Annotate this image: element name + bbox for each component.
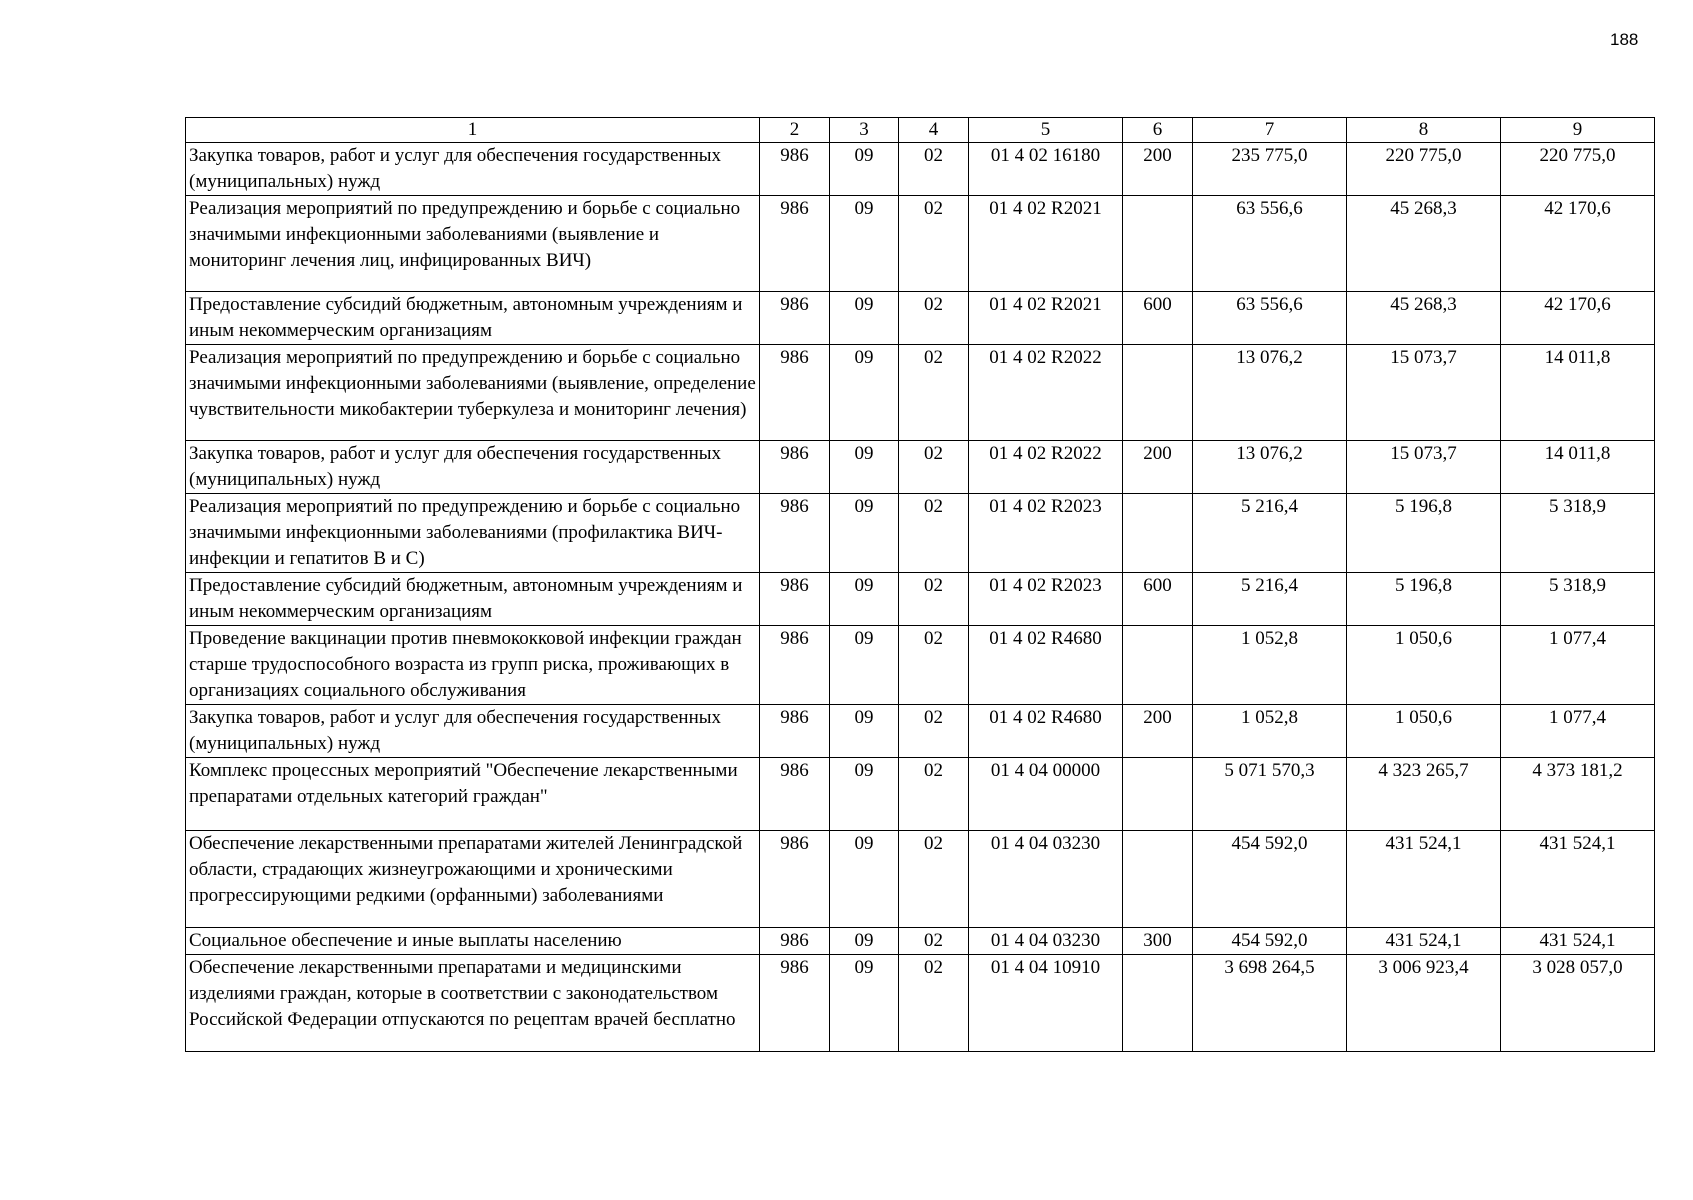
ministry-code: 986 <box>760 626 830 705</box>
section-code: 09 <box>830 345 899 441</box>
amount-col-7: 63 556,6 <box>1193 196 1347 292</box>
target-article-code: 01 4 02 R4680 <box>969 705 1123 758</box>
amount-col-7: 235 775,0 <box>1193 143 1347 196</box>
table-row <box>186 626 1655 705</box>
table-row <box>186 345 1655 441</box>
column-header-3: 3 <box>830 118 899 143</box>
expense-type-code <box>1123 831 1193 928</box>
table-row <box>186 494 1655 573</box>
ministry-code: 986 <box>760 928 830 955</box>
subsection-code: 02 <box>899 196 969 292</box>
subsection-code: 02 <box>899 292 969 345</box>
ministry-code: 986 <box>760 292 830 345</box>
column-header-7: 7 <box>1193 118 1347 143</box>
target-article-code: 01 4 02 R4680 <box>969 626 1123 705</box>
table-row <box>186 928 1655 955</box>
table-row <box>186 292 1655 345</box>
amount-col-7: 5 216,4 <box>1193 573 1347 626</box>
table-row <box>186 955 1655 1052</box>
column-header-8: 8 <box>1347 118 1501 143</box>
amount-col-9: 5 318,9 <box>1501 573 1655 626</box>
ministry-code: 986 <box>760 831 830 928</box>
amount-col-8: 45 268,3 <box>1347 196 1501 292</box>
amount-col-8: 15 073,7 <box>1347 441 1501 494</box>
amount-col-8: 220 775,0 <box>1347 143 1501 196</box>
amount-col-9: 1 077,4 <box>1501 626 1655 705</box>
expense-type-code <box>1123 955 1193 1052</box>
table-row <box>186 196 1655 292</box>
table-row <box>186 573 1655 626</box>
subsection-code: 02 <box>899 441 969 494</box>
row-description: Предоставление субсидий бюджетным, автономным учреждениям и иным некоммерческим организациям <box>186 573 760 626</box>
row-description: Реализация мероприятий по предупреждению и борьбе с социально значимыми инфекционными заболеваниями (выявление, определение чувствительности микобактерии туберкулеза и мониторинг лечения) <box>186 345 760 441</box>
expense-type-code: 600 <box>1123 573 1193 626</box>
expense-type-code: 200 <box>1123 705 1193 758</box>
target-article-code: 01 4 02 R2022 <box>969 441 1123 494</box>
target-article-code: 01 4 02 R2022 <box>969 345 1123 441</box>
section-code: 09 <box>830 831 899 928</box>
row-description: Комплекс процессных мероприятий "Обеспечение лекарственными препаратами отдельных категорий граждан" <box>186 758 760 831</box>
expense-type-code <box>1123 494 1193 573</box>
amount-col-8: 45 268,3 <box>1347 292 1501 345</box>
column-header-1: 1 <box>186 118 760 143</box>
subsection-code: 02 <box>899 143 969 196</box>
amount-col-8: 1 050,6 <box>1347 626 1501 705</box>
row-description: Закупка товаров, работ и услуг для обеспечения государственных (муниципальных) нужд <box>186 705 760 758</box>
row-description: Закупка товаров, работ и услуг для обеспечения государственных (муниципальных) нужд <box>186 441 760 494</box>
target-article-code: 01 4 02 R2023 <box>969 573 1123 626</box>
table-row <box>186 143 1655 196</box>
section-code: 09 <box>830 143 899 196</box>
ministry-code: 986 <box>760 758 830 831</box>
page-number: 188 <box>1610 30 1639 49</box>
subsection-code: 02 <box>899 626 969 705</box>
section-code: 09 <box>830 441 899 494</box>
table-row <box>186 831 1655 928</box>
column-header-2: 2 <box>760 118 830 143</box>
expense-type-code <box>1123 196 1193 292</box>
expense-type-code <box>1123 626 1193 705</box>
row-description: Предоставление субсидий бюджетным, автономным учреждениям и иным некоммерческим организациям <box>186 292 760 345</box>
amount-col-9: 5 318,9 <box>1501 494 1655 573</box>
ministry-code: 986 <box>760 441 830 494</box>
section-code: 09 <box>830 292 899 345</box>
ministry-code: 986 <box>760 955 830 1052</box>
ministry-code: 986 <box>760 143 830 196</box>
expense-type-code <box>1123 758 1193 831</box>
amount-col-8: 3 006 923,4 <box>1347 955 1501 1052</box>
amount-col-8: 4 323 265,7 <box>1347 758 1501 831</box>
ministry-code: 986 <box>760 573 830 626</box>
amount-col-7: 5 071 570,3 <box>1193 758 1347 831</box>
amount-col-9: 14 011,8 <box>1501 345 1655 441</box>
expense-type-code <box>1123 345 1193 441</box>
section-code: 09 <box>830 955 899 1052</box>
expense-type-code: 200 <box>1123 143 1193 196</box>
target-article-code: 01 4 04 03230 <box>969 928 1123 955</box>
amount-col-8: 5 196,8 <box>1347 573 1501 626</box>
section-code: 09 <box>830 573 899 626</box>
subsection-code: 02 <box>899 758 969 831</box>
amount-col-7: 3 698 264,5 <box>1193 955 1347 1052</box>
row-description: Закупка товаров, работ и услуг для обеспечения государственных (муниципальных) нужд <box>186 143 760 196</box>
target-article-code: 01 4 02 16180 <box>969 143 1123 196</box>
ministry-code: 986 <box>760 196 830 292</box>
amount-col-7: 13 076,2 <box>1193 345 1347 441</box>
expense-type-code: 300 <box>1123 928 1193 955</box>
row-description: Обеспечение лекарственными препаратами жителей Ленинградской области, страдающих жизнеугрожающими и хроническими прогрессирующими редкими (орфанными) заболеваниями <box>186 831 760 928</box>
target-article-code: 01 4 04 00000 <box>969 758 1123 831</box>
row-description: Реализация мероприятий по предупреждению и борьбе с социально значимыми инфекционными заболеваниями (профилактика ВИЧ-инфекции и гепатитов В и С) <box>186 494 760 573</box>
target-article-code: 01 4 02 R2021 <box>969 292 1123 345</box>
amount-col-8: 15 073,7 <box>1347 345 1501 441</box>
column-header-4: 4 <box>899 118 969 143</box>
expense-type-code: 200 <box>1123 441 1193 494</box>
target-article-code: 01 4 04 10910 <box>969 955 1123 1052</box>
table-row <box>186 758 1655 831</box>
row-description: Социальное обеспечение и иные выплаты населению <box>186 928 760 955</box>
target-article-code: 01 4 02 R2021 <box>969 196 1123 292</box>
section-code: 09 <box>830 705 899 758</box>
table-row <box>186 705 1655 758</box>
subsection-code: 02 <box>899 928 969 955</box>
section-code: 09 <box>830 928 899 955</box>
amount-col-7: 63 556,6 <box>1193 292 1347 345</box>
amount-col-9: 42 170,6 <box>1501 292 1655 345</box>
column-header-9: 9 <box>1501 118 1655 143</box>
amount-col-9: 3 028 057,0 <box>1501 955 1655 1052</box>
row-description: Обеспечение лекарственными препаратами и медицинскими изделиями граждан, которые в соответствии с законодательством Российской Федерации отпускаются по рецептам врачей бесплатно <box>186 955 760 1052</box>
column-header-5: 5 <box>969 118 1123 143</box>
amount-col-9: 4 373 181,2 <box>1501 758 1655 831</box>
table-body <box>186 143 1655 1052</box>
subsection-code: 02 <box>899 705 969 758</box>
ministry-code: 986 <box>760 345 830 441</box>
amount-col-7: 454 592,0 <box>1193 831 1347 928</box>
amount-col-9: 431 524,1 <box>1501 831 1655 928</box>
section-code: 09 <box>830 196 899 292</box>
amount-col-7: 454 592,0 <box>1193 928 1347 955</box>
amount-col-8: 431 524,1 <box>1347 831 1501 928</box>
ministry-code: 986 <box>760 494 830 573</box>
amount-col-9: 42 170,6 <box>1501 196 1655 292</box>
amount-col-9: 220 775,0 <box>1501 143 1655 196</box>
row-description: Реализация мероприятий по предупреждению и борьбе с социально значимыми инфекционными заболеваниями (выявление и мониторинг лечения лиц, инфицированных ВИЧ) <box>186 196 760 292</box>
subsection-code: 02 <box>899 573 969 626</box>
column-header-6: 6 <box>1123 118 1193 143</box>
amount-col-7: 5 216,4 <box>1193 494 1347 573</box>
subsection-code: 02 <box>899 494 969 573</box>
amount-col-9: 1 077,4 <box>1501 705 1655 758</box>
section-code: 09 <box>830 626 899 705</box>
section-code: 09 <box>830 494 899 573</box>
amount-col-8: 5 196,8 <box>1347 494 1501 573</box>
amount-col-7: 13 076,2 <box>1193 441 1347 494</box>
amount-col-9: 14 011,8 <box>1501 441 1655 494</box>
target-article-code: 01 4 02 R2023 <box>969 494 1123 573</box>
budget-table <box>185 117 1655 1052</box>
subsection-code: 02 <box>899 345 969 441</box>
section-code: 09 <box>830 758 899 831</box>
target-article-code: 01 4 04 03230 <box>969 831 1123 928</box>
amount-col-7: 1 052,8 <box>1193 626 1347 705</box>
subsection-code: 02 <box>899 955 969 1052</box>
subsection-code: 02 <box>899 831 969 928</box>
table-row <box>186 441 1655 494</box>
expense-type-code: 600 <box>1123 292 1193 345</box>
table-header-row <box>186 118 1655 143</box>
ministry-code: 986 <box>760 705 830 758</box>
amount-col-7: 1 052,8 <box>1193 705 1347 758</box>
amount-col-8: 431 524,1 <box>1347 928 1501 955</box>
amount-col-8: 1 050,6 <box>1347 705 1501 758</box>
amount-col-9: 431 524,1 <box>1501 928 1655 955</box>
row-description: Проведение вакцинации против пневмококковой инфекции граждан старше трудоспособного возраста из групп риска, проживающих в организациях социального обслуживания <box>186 626 760 705</box>
